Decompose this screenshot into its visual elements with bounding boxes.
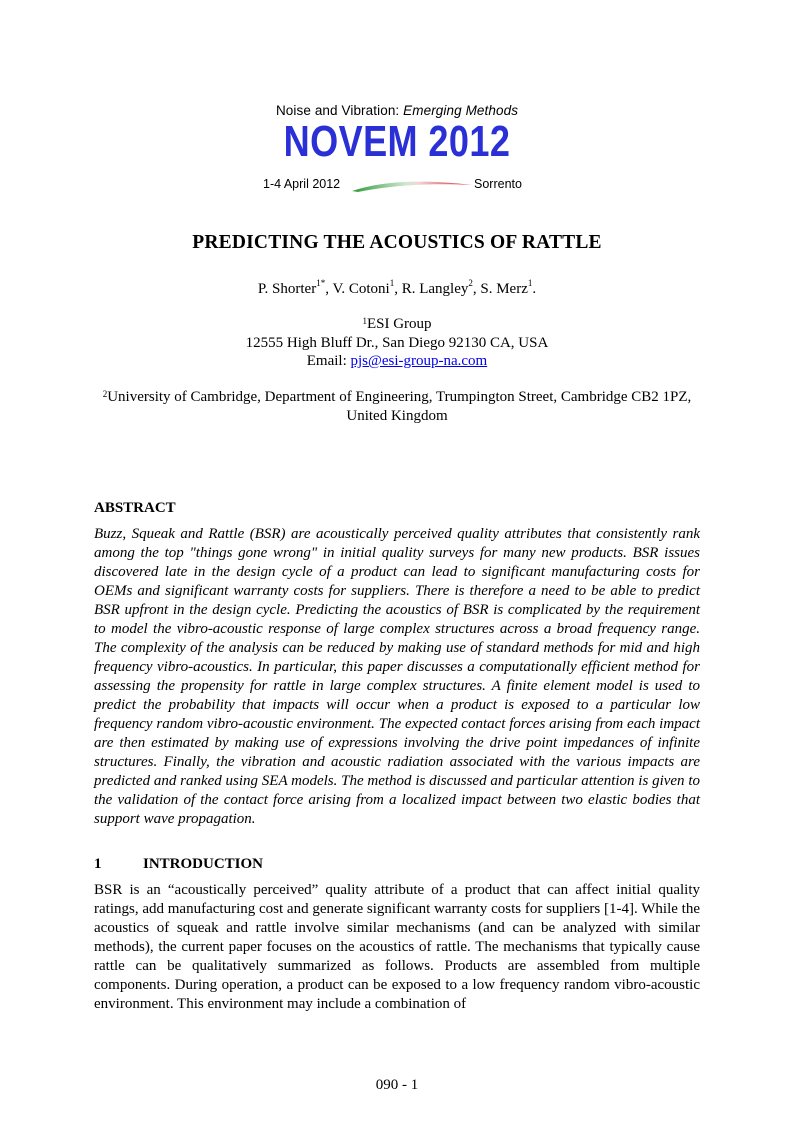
author-name: S. Merz <box>480 281 528 297</box>
author-affiliation-mark: 1 <box>389 278 395 288</box>
page-number: 090 - 1 <box>375 1077 419 1093</box>
conference-header <box>0 103 794 191</box>
affiliation-1-email-line <box>0 352 794 371</box>
author-name: V. Cotoni <box>332 281 390 297</box>
author-name: R. Langley <box>401 281 469 297</box>
affiliation-1 <box>0 315 794 371</box>
conference-subtitle <box>0 103 794 118</box>
affiliation-2 <box>90 388 704 426</box>
author-separator: . <box>532 281 537 297</box>
affiliation-1-org-name: ESI Group <box>366 316 432 332</box>
section-number: 1 <box>94 856 102 872</box>
conference-name: NOVEM 2012 <box>283 117 511 166</box>
author-affiliation-mark: 2 <box>468 278 473 288</box>
conference-dates: 1-4 April 2012 <box>263 177 341 191</box>
email-label: Email: <box>306 353 351 369</box>
author-name: P. Shorter <box>257 281 317 297</box>
conference-location: Sorrento <box>474 177 522 191</box>
author-affiliation-mark: 1* <box>316 278 326 288</box>
email-link[interactable]: pjs@esi-group-na.com <box>350 353 488 369</box>
italian-flag-swoosh-icon <box>352 177 472 193</box>
author-separator: , <box>472 281 481 297</box>
author-separator: , <box>325 281 333 297</box>
affiliation-1-address: 12555 High Bluff Dr., San Diego 92130 CA, USA <box>245 334 549 351</box>
affiliation-1-org <box>0 315 794 334</box>
introduction-body: BSR is an “acoustically perceived” quality attribute of a product that can affect initial quality ratings, add manufacturing cost and generate significant warranty costs for suppliers [1-4]. While the acoustics of squeak and rattle involve similar mechanisms (and can be analyzed with similar methods), the current paper focuses on the acoustics of rattle. The mechanisms that typically cause rattle can be qualitatively summarized as follows. Products are assembled from multiple components. During operation, a product can be exposed to a low frequency random vibro-acoustic environment. This environment may include a combination of <box>94 882 700 1012</box>
affiliation-mark: 2 <box>102 389 108 399</box>
author-separator: , <box>394 281 402 297</box>
author-affiliation-mark: 1 <box>527 278 533 288</box>
introduction-heading <box>94 856 263 873</box>
conference-subtitle-prefix: Noise and Vibration: <box>275 103 404 118</box>
conference-date-location <box>0 173 794 195</box>
affiliation-mark: 1 <box>362 316 367 326</box>
abstract-body: Buzz, Squeak and Rattle (BSR) are acoustically perceived quality attributes that consistently rank among the top "things gone wrong" in initial quality surveys for many new products. BSR issues discovered late in the design cycle of a product can lead to significant manufacturing costs for OEMs and significant warranty costs for suppliers. There is therefore a need to be able to predict BSR upfront in the design cycle. Predicting the acoustics of BSR is complicated by the requirement to model the vibro-acoustic response of large complex structures across a broad frequency range. The complexity of the analysis can be reduced by making use of standard methods for mid and high frequency vibro-acoustics. In particular, this paper discusses a computationally efficient method for assessing the propensity for rattle in large complex structures. A finite element model is used to predict the probability that impacts will occur when a product is exposed to a particular low frequency random vibro-acoustic environment. The expected contact forces arising from each impact are then estimated by making use of expressions involving the drive point impedances of infinite structures. Finally, the vibration and acoustic radiation associated with the various impacts are predicted and ranked using SEA models. The method is discussed and particular attention is given to the validation of the contact force arising from a localized impact between two elastic bodies that support wave propagation. <box>94 526 700 827</box>
paper-title: PREDICTING THE ACOUSTICS OF RATTLE <box>192 232 602 253</box>
conference-subtitle-emphasis: Emerging Methods <box>403 103 519 118</box>
author-list <box>0 278 794 298</box>
abstract-heading: ABSTRACT <box>94 500 176 516</box>
affiliation-2-text: University of Cambridge, Department of Engineering, Trumpington Street, Cambridge CB2 1PZ, United Kingdom <box>107 389 692 424</box>
section-title: INTRODUCTION <box>143 856 264 872</box>
